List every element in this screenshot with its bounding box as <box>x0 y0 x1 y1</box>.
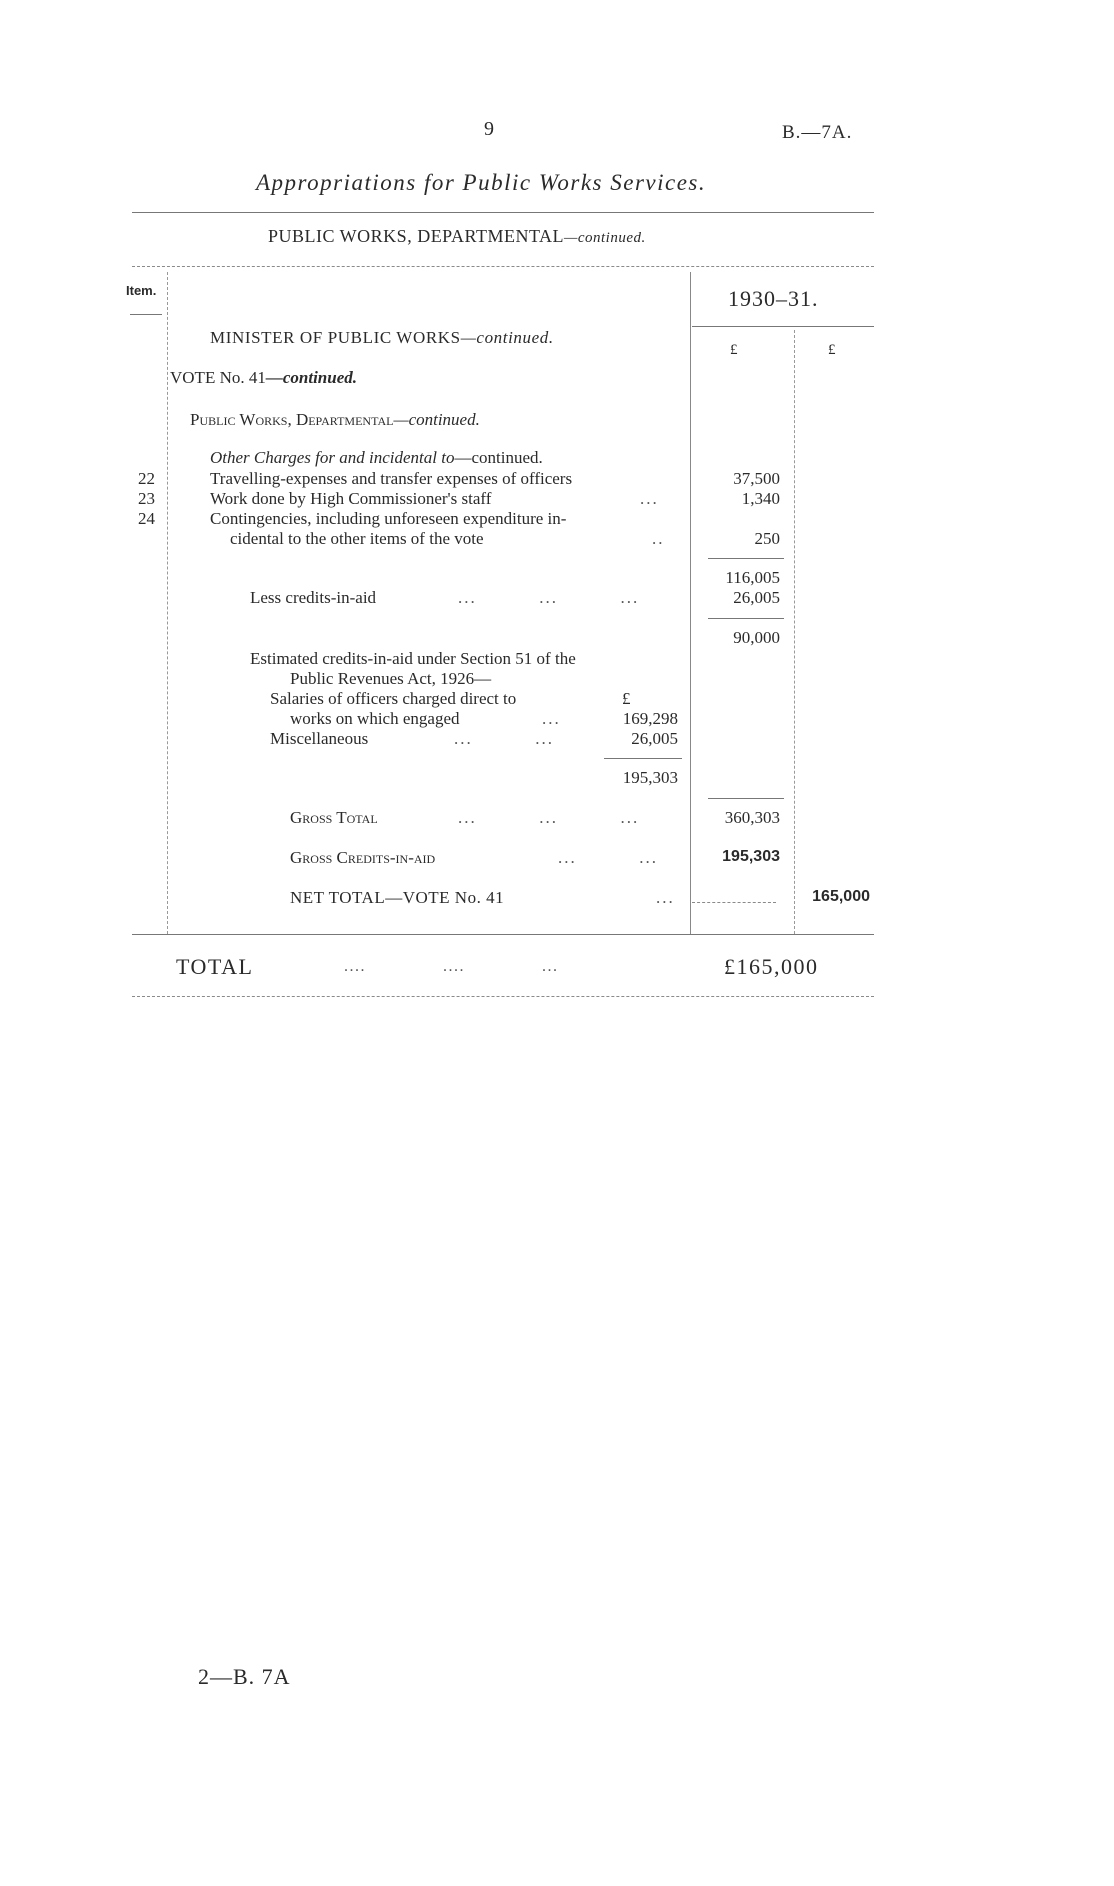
section-rule <box>132 266 874 267</box>
item-column-header: Item. <box>126 283 157 298</box>
salaries-currency: £ <box>622 689 631 708</box>
estimated-credits-line-1: Estimated credits-in-aid under Section 51 of the <box>250 649 576 668</box>
minister-heading <box>210 328 554 348</box>
total-amount: £165,000 <box>724 954 819 979</box>
item-description-continued: cidental to the other items of the vote <box>230 529 484 548</box>
currency-column-1: £ <box>730 342 738 358</box>
vote-heading-main: VOTE No. 41 <box>170 368 266 387</box>
leader-dots: ... ... <box>454 729 554 748</box>
gross-total-rule <box>708 798 784 799</box>
title-rule <box>132 212 874 213</box>
credits-total-rule <box>604 758 682 759</box>
item-description: Contingencies, including unforeseen expenditure in- <box>210 509 567 528</box>
section-header-main: PUBLIC WORKS, DEPARTMENTAL <box>268 226 565 246</box>
gross-credits-label: Gross Credits-in-aid <box>290 848 436 867</box>
total-bottom-rule <box>132 996 874 997</box>
less-credits-amount: 26,005 <box>733 588 780 607</box>
footer-reference: 2—B. 7A <box>198 1664 291 1689</box>
item-number: 22 <box>138 469 155 488</box>
net-total-amount: 165,000 <box>812 888 870 905</box>
estimated-credits-line-2: Public Revenues Act, 1926— <box>290 669 492 688</box>
year-underline <box>692 326 874 327</box>
minister-heading-main: MINISTER OF PUBLIC WORKS <box>210 328 461 347</box>
subtotal-rule <box>708 558 784 559</box>
item-description: Travelling-expenses and transfer expenses of officers <box>210 469 573 488</box>
other-charges-heading <box>210 448 543 468</box>
section-header <box>268 226 646 247</box>
net-total-dash <box>692 902 776 903</box>
table-bottom-rule <box>132 934 874 935</box>
item-number: 23 <box>138 489 155 508</box>
total-column-divider <box>794 330 795 934</box>
leader-dots: ... ... ... <box>458 588 640 607</box>
page-title: Appropriations for Public Works Services. <box>256 170 707 195</box>
item-column-divider <box>167 272 168 934</box>
leader-dots: .. <box>652 529 665 548</box>
leader-dots: ... <box>640 489 659 508</box>
year-heading: 1930–31. <box>728 286 819 311</box>
gross-credits-amount: 195,303 <box>722 848 780 865</box>
subtotal-amount: 116,005 <box>725 568 780 587</box>
currency-column-2: £ <box>828 342 836 358</box>
net-after-credits-amount: 90,000 <box>733 628 780 647</box>
other-charges-heading-continued: —continued. <box>454 448 543 467</box>
item-amount: 37,500 <box>733 469 780 488</box>
salaries-line-1: Salaries of officers charged direct to <box>270 689 517 708</box>
subhead-heading <box>190 410 480 430</box>
subhead-heading-continued: —continued. <box>393 410 480 429</box>
leader-dots: ... ... <box>558 848 658 867</box>
salaries-amount: 169,298 <box>622 709 678 728</box>
less-credits-label: Less credits-in-aid <box>250 588 377 607</box>
leader-dots: .... .... ... <box>344 958 559 975</box>
section-header-continued: —continued. <box>564 230 646 246</box>
credits-total-amount: 195,303 <box>622 768 678 787</box>
item-amount: 1,340 <box>741 489 780 508</box>
total-label: TOTAL <box>176 954 254 979</box>
item-number: 24 <box>138 509 155 528</box>
net-rule <box>708 618 784 619</box>
leader-dots: ... ... ... <box>458 808 640 827</box>
gross-total-label: Gross Total <box>290 808 378 827</box>
page-number: 9 <box>484 118 494 140</box>
minister-heading-continued: —continued. <box>460 328 554 347</box>
item-amount: 250 <box>754 529 780 548</box>
document-reference: B.—7A. <box>782 122 853 143</box>
vote-heading-continued: —continued. <box>265 368 358 387</box>
leader-dots: ... <box>542 709 561 728</box>
miscellaneous-amount: 26,005 <box>631 729 678 748</box>
vote-heading <box>170 368 357 388</box>
item-header-underline <box>130 314 162 315</box>
subhead-heading-main: Public Works, Departmental <box>190 410 394 429</box>
miscellaneous-label: Miscellaneous <box>270 729 369 748</box>
leader-dots: ... <box>656 888 675 907</box>
net-total-label: NET TOTAL—VOTE No. 41 <box>290 888 505 907</box>
item-description: Work done by High Commissioner's staff <box>210 489 492 508</box>
salaries-line-2: works on which engaged <box>290 709 460 728</box>
gross-total-amount: 360,303 <box>724 808 780 827</box>
other-charges-heading-main: Other Charges for and incidental to <box>210 448 455 467</box>
